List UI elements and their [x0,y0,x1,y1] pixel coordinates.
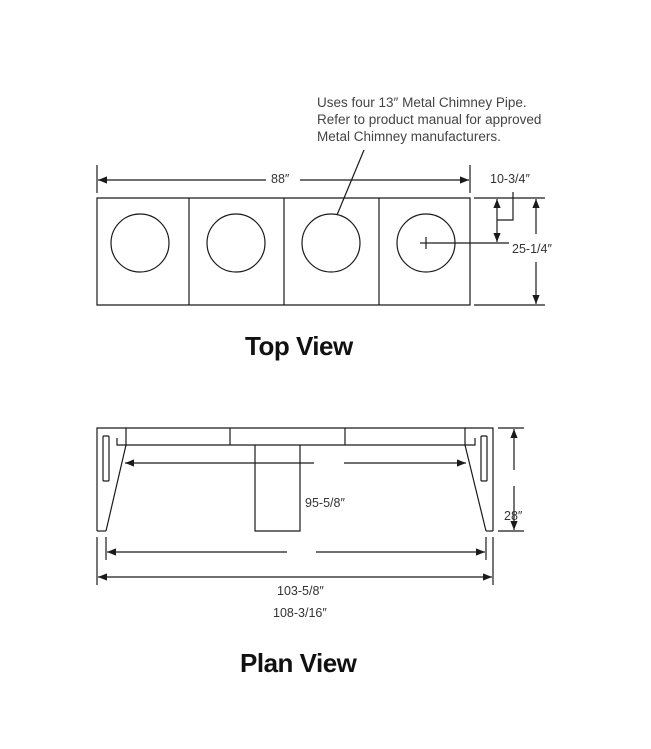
mid-width-label: 103-5/8″ [274,584,327,598]
chimney-pipe-1 [111,214,169,272]
depth-label: 25-1/4″ [509,242,555,256]
plan-view-title: Plan View [240,648,357,678]
right-taper [465,445,486,531]
top-view-drawing [97,150,545,305]
chimney-note-line-1: Uses four 13″ Metal Chimney Pipe. [317,95,527,110]
height-label: 28″ [504,509,523,523]
left-vent-slot [103,436,109,481]
plan-outline-left [97,428,126,531]
note-leader [337,150,364,215]
chimney-note-line-2: Refer to product manual for approved [317,112,542,127]
center-column [255,445,300,531]
right-vent-slot [481,436,487,481]
outer-width-label: 108-3/16″ [270,606,330,620]
offset-label-leader [497,192,513,220]
chimney-pipe-2 [207,214,265,272]
plan-top-cap [117,428,475,445]
plan-outline-right [465,428,493,531]
chimney-note-line-3: Metal Chimney manufacturers. [317,129,501,144]
inner-width-label: 95-5/8″ [305,496,345,510]
top-view-title: Top View [245,331,353,361]
chimney-note [317,94,541,145]
offset-label: 10-3/4″ [487,172,533,186]
top-width-label: 88″ [268,172,292,186]
chimney-pipe-3 [302,214,360,272]
